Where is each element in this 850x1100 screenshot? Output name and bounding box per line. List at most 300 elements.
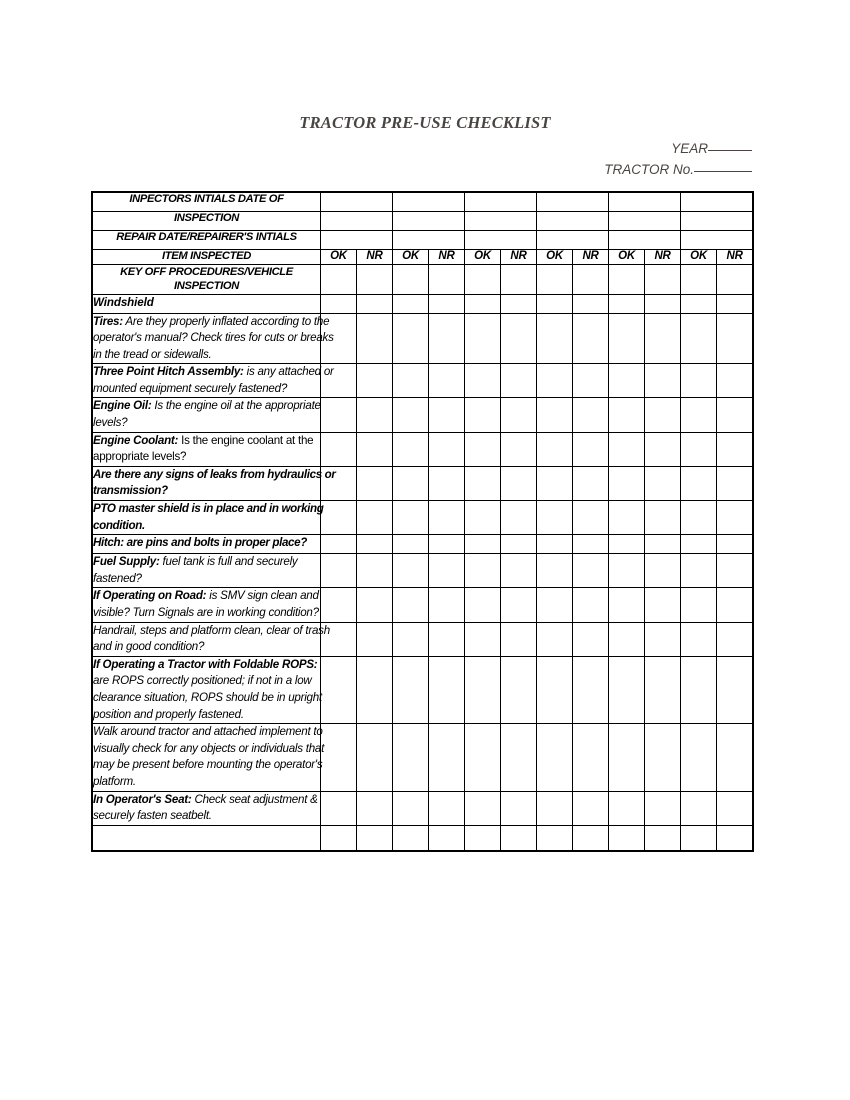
checkbox-cell[interactable] xyxy=(465,432,501,466)
inspection-item-lead: Tires: xyxy=(93,314,123,328)
checkbox-cell[interactable] xyxy=(717,656,753,723)
mark-column-header-ok-7: OK xyxy=(537,250,573,265)
repair-date-entry-cell[interactable] xyxy=(465,231,537,250)
table-row xyxy=(93,622,753,656)
mark-column-header-ok-1: OK xyxy=(321,250,357,265)
inspection-item-cell xyxy=(93,294,321,313)
checkbox-cell[interactable] xyxy=(537,501,573,535)
checkbox-cell[interactable] xyxy=(645,724,681,791)
checkbox-cell[interactable] xyxy=(357,364,393,398)
inspection-item-cell xyxy=(93,501,324,535)
checkbox-cell[interactable] xyxy=(609,554,645,588)
table-row xyxy=(93,432,753,466)
checkbox-cell[interactable] xyxy=(537,398,573,432)
checkbox-cell[interactable] xyxy=(501,364,537,398)
checkbox-cell[interactable] xyxy=(465,791,501,825)
checkbox-cell[interactable] xyxy=(609,535,645,554)
checkbox-cell[interactable] xyxy=(357,622,393,656)
checkbox-cell[interactable] xyxy=(645,264,681,294)
checkbox-cell[interactable] xyxy=(537,554,573,588)
inspector-initials-entry-cell[interactable] xyxy=(609,193,681,212)
header-row-inspectors-line2 xyxy=(93,212,753,231)
repair-date-entry-cell[interactable] xyxy=(537,231,609,250)
checkbox-cell[interactable] xyxy=(645,466,681,500)
checkbox-cell[interactable] xyxy=(609,825,645,850)
checkbox-cell[interactable] xyxy=(321,264,357,294)
inspection-item-body: is any attached or mounted equipment securely fastened? xyxy=(93,365,334,395)
table-row xyxy=(93,554,753,588)
checkbox-cell[interactable] xyxy=(537,724,573,791)
inspection-item-cell xyxy=(93,313,334,364)
checkbox-cell[interactable] xyxy=(393,724,429,791)
checkbox-cell[interactable] xyxy=(321,791,357,825)
inspection-date-entry-cell[interactable] xyxy=(465,212,537,231)
checkbox-cell[interactable] xyxy=(573,294,609,313)
checkbox-cell[interactable] xyxy=(465,313,501,364)
checkbox-cell[interactable] xyxy=(573,432,609,466)
checkbox-cell[interactable] xyxy=(609,588,645,622)
header-row-key-off-procedures xyxy=(93,264,753,294)
inspection-item-cell xyxy=(93,364,334,398)
checkbox-cell[interactable] xyxy=(321,294,357,313)
checkbox-cell[interactable] xyxy=(321,588,357,622)
checkbox-cell[interactable] xyxy=(357,656,393,723)
checkbox-cell[interactable] xyxy=(537,466,573,500)
checkbox-cell[interactable] xyxy=(429,294,465,313)
checkbox-cell[interactable] xyxy=(501,535,537,554)
checkbox-cell[interactable] xyxy=(393,294,429,313)
checkbox-cell[interactable] xyxy=(465,264,501,294)
checkbox-cell[interactable] xyxy=(357,724,393,791)
checkbox-cell[interactable] xyxy=(681,791,717,825)
checkbox-cell[interactable] xyxy=(501,588,537,622)
inspection-date-entry-cell[interactable] xyxy=(681,212,753,231)
table-row xyxy=(93,724,753,791)
table-row-blank xyxy=(93,825,753,850)
checkbox-cell[interactable] xyxy=(393,622,429,656)
checkbox-cell[interactable] xyxy=(717,622,753,656)
checkbox-cell[interactable] xyxy=(681,466,717,500)
checkbox-cell[interactable] xyxy=(501,791,537,825)
inspection-date-entry-cell[interactable] xyxy=(537,212,609,231)
checkbox-cell[interactable] xyxy=(681,622,717,656)
repair-date-entry-cell[interactable] xyxy=(681,231,753,250)
checkbox-cell[interactable] xyxy=(609,264,645,294)
checkbox-cell[interactable] xyxy=(465,466,501,500)
inspection-item-cell xyxy=(93,466,336,500)
inspection-item-body: Handrail, steps and platform clean, clear of trash and in good condition? xyxy=(93,623,330,654)
checkbox-cell[interactable] xyxy=(465,588,501,622)
checkbox-cell[interactable] xyxy=(501,432,537,466)
checkbox-cell[interactable] xyxy=(393,791,429,825)
checkbox-cell[interactable] xyxy=(321,501,357,535)
checkbox-cell[interactable] xyxy=(429,554,465,588)
inspection-date-header: INSPECTION xyxy=(93,212,321,231)
checkbox-cell[interactable] xyxy=(429,825,465,850)
checkbox-cell[interactable] xyxy=(645,501,681,535)
inspection-item-cell xyxy=(93,588,321,622)
checkbox-cell[interactable] xyxy=(429,466,465,500)
repair-date-entry-cell[interactable] xyxy=(393,231,465,250)
inspection-item-text xyxy=(93,467,336,500)
checkbox-cell[interactable] xyxy=(717,588,753,622)
inspection-item-cell xyxy=(93,825,321,850)
checkbox-cell[interactable] xyxy=(573,825,609,850)
checkbox-cell[interactable] xyxy=(429,588,465,622)
inspection-item-text xyxy=(93,433,336,466)
checkbox-cell[interactable] xyxy=(537,588,573,622)
inspection-item-body: Is the engine coolant at the appropriate levels? xyxy=(93,433,314,464)
checkbox-cell[interactable] xyxy=(501,313,537,364)
checkbox-cell[interactable] xyxy=(717,535,753,554)
inspector-initials-entry-cell[interactable] xyxy=(537,193,609,212)
checkbox-cell[interactable] xyxy=(465,724,501,791)
inspection-item-lead: Fuel Supply: xyxy=(93,555,160,569)
inspection-item-body: Is the engine oil at the appropriate levels? xyxy=(93,399,321,430)
inspection-item-lead: Engine Oil: xyxy=(93,399,152,413)
checkbox-cell[interactable] xyxy=(465,501,501,535)
checkbox-cell[interactable] xyxy=(645,622,681,656)
inspector-initials-entry-cell[interactable] xyxy=(681,193,753,212)
checkbox-cell[interactable] xyxy=(537,294,573,313)
checkbox-cell[interactable] xyxy=(681,825,717,850)
checkbox-cell[interactable] xyxy=(321,825,357,850)
checkbox-cell[interactable] xyxy=(537,264,573,294)
checkbox-cell[interactable] xyxy=(573,398,609,432)
inspection-item-body: Check seat adjustment & securely fasten seatbelt. xyxy=(93,792,318,823)
table-row xyxy=(93,535,753,554)
checkbox-cell[interactable] xyxy=(465,364,501,398)
checkbox-cell[interactable] xyxy=(645,588,681,622)
checkbox-cell[interactable] xyxy=(609,466,645,500)
checkbox-cell[interactable] xyxy=(393,313,429,364)
checkbox-cell[interactable] xyxy=(681,313,717,364)
checkbox-cell[interactable] xyxy=(645,364,681,398)
checkbox-cell[interactable] xyxy=(681,724,717,791)
inspection-item-text xyxy=(93,398,336,431)
table-row xyxy=(93,313,753,364)
inspection-item-lead: Engine Coolant: xyxy=(93,433,179,447)
checkbox-cell[interactable] xyxy=(645,398,681,432)
checkbox-cell[interactable] xyxy=(681,554,717,588)
table-row xyxy=(93,791,753,825)
checkbox-cell[interactable] xyxy=(537,313,573,364)
checkbox-cell[interactable] xyxy=(393,466,429,500)
checkbox-cell[interactable] xyxy=(321,535,357,554)
inspector-initials-entry-cell[interactable] xyxy=(393,193,465,212)
inspection-item-lead: If Operating on Road: xyxy=(93,589,207,603)
checkbox-cell[interactable] xyxy=(501,398,537,432)
checkbox-cell[interactable] xyxy=(429,264,465,294)
inspection-item-cell xyxy=(93,791,321,825)
checkbox-cell[interactable] xyxy=(429,622,465,656)
inspection-item-lead: If Operating a Tractor with Foldable ROPS: xyxy=(93,657,318,671)
checkbox-cell[interactable] xyxy=(609,791,645,825)
checkbox-cell[interactable] xyxy=(609,364,645,398)
checkbox-cell[interactable] xyxy=(609,622,645,656)
inspection-item-body: is SMV sign clean and visible? Turn Signals are in working condition? xyxy=(93,589,319,619)
inspection-item-text xyxy=(93,554,336,587)
checkbox-cell[interactable] xyxy=(321,724,357,791)
inspection-item-text xyxy=(93,295,336,312)
table-row xyxy=(93,501,753,535)
inspection-item-lead: In Operator's Seat: xyxy=(93,792,192,806)
checkbox-cell[interactable] xyxy=(573,791,609,825)
checkbox-cell[interactable] xyxy=(573,535,609,554)
page-title: TRACTOR PRE-USE CHECKLIST xyxy=(299,113,551,132)
checkbox-cell[interactable] xyxy=(357,294,393,313)
checkbox-cell[interactable] xyxy=(645,294,681,313)
checkbox-cell[interactable] xyxy=(717,398,753,432)
checkbox-cell[interactable] xyxy=(609,724,645,791)
checkbox-cell[interactable] xyxy=(501,466,537,500)
checkbox-cell[interactable] xyxy=(393,588,429,622)
checkbox-cell[interactable] xyxy=(465,656,501,723)
checkbox-cell[interactable] xyxy=(465,622,501,656)
inspection-item-text xyxy=(93,792,336,825)
checklist-table xyxy=(92,192,753,851)
checkbox-cell[interactable] xyxy=(681,656,717,723)
checkbox-cell[interactable] xyxy=(609,656,645,723)
tractor-number-label: TRACTOR No. xyxy=(604,162,694,177)
checkbox-cell[interactable] xyxy=(717,264,753,294)
checkbox-cell[interactable] xyxy=(357,825,393,850)
checkbox-cell[interactable] xyxy=(573,264,609,294)
checkbox-cell[interactable] xyxy=(717,313,753,364)
inspection-item-text xyxy=(93,535,336,552)
year-field[interactable] xyxy=(500,138,752,159)
checkbox-cell[interactable] xyxy=(429,364,465,398)
checkbox-cell[interactable] xyxy=(573,501,609,535)
checkbox-cell[interactable] xyxy=(645,432,681,466)
repair-date-header: REPAIR DATE/REPAIRER'S INTIALS xyxy=(93,231,321,250)
checkbox-cell[interactable] xyxy=(681,364,717,398)
inspector-initials-entry-cell[interactable] xyxy=(321,193,393,212)
inspector-initials-entry-cell[interactable] xyxy=(465,193,537,212)
checkbox-cell[interactable] xyxy=(573,622,609,656)
checkbox-cell[interactable] xyxy=(681,398,717,432)
checkbox-cell[interactable] xyxy=(501,264,537,294)
checkbox-cell[interactable] xyxy=(537,432,573,466)
checkbox-cell[interactable] xyxy=(393,501,429,535)
inspection-item-cell xyxy=(93,554,321,588)
year-label: YEAR xyxy=(671,141,708,156)
checkbox-cell[interactable] xyxy=(393,656,429,723)
checkbox-cell[interactable] xyxy=(609,294,645,313)
checkbox-cell[interactable] xyxy=(717,554,753,588)
form-meta-fields xyxy=(500,138,752,180)
checkbox-cell[interactable] xyxy=(645,535,681,554)
inspection-item-text xyxy=(93,364,336,397)
table-row xyxy=(93,398,753,432)
checkbox-cell[interactable] xyxy=(501,554,537,588)
table-row xyxy=(93,588,753,622)
key-off-procedures-header xyxy=(93,264,321,294)
checkbox-cell[interactable] xyxy=(465,554,501,588)
mark-column-header-ok-11: OK xyxy=(681,250,717,265)
tractor-number-blank-rule[interactable] xyxy=(694,171,752,172)
checkbox-cell[interactable] xyxy=(465,294,501,313)
checkbox-cell[interactable] xyxy=(501,724,537,791)
checkbox-cell[interactable] xyxy=(357,264,393,294)
inspection-item-text xyxy=(93,501,336,534)
checkbox-cell[interactable] xyxy=(645,791,681,825)
table-row xyxy=(93,364,753,398)
checkbox-cell[interactable] xyxy=(573,554,609,588)
checkbox-cell[interactable] xyxy=(609,432,645,466)
inspection-item-cell xyxy=(93,398,321,432)
checkbox-cell[interactable] xyxy=(321,554,357,588)
checkbox-cell[interactable] xyxy=(393,264,429,294)
mark-column-header-nr-10: NR xyxy=(645,250,681,265)
checkbox-cell[interactable] xyxy=(717,294,753,313)
checkbox-cell[interactable] xyxy=(465,825,501,850)
checkbox-cell[interactable] xyxy=(681,588,717,622)
checkbox-cell[interactable] xyxy=(645,656,681,723)
checkbox-cell[interactable] xyxy=(681,535,717,554)
checkbox-cell[interactable] xyxy=(609,398,645,432)
checkbox-cell[interactable] xyxy=(429,313,465,364)
inspection-date-entry-cell[interactable] xyxy=(609,212,681,231)
checkbox-cell[interactable] xyxy=(537,364,573,398)
checkbox-cell[interactable] xyxy=(357,588,393,622)
inspection-item-text xyxy=(93,314,336,364)
checkbox-cell[interactable] xyxy=(357,466,393,500)
checkbox-cell[interactable] xyxy=(573,466,609,500)
inspection-item-body: Are they properly inflated according to the operator's manual? Check tires for cuts or breaks in the tread or sidewalls. xyxy=(93,314,334,361)
checkbox-cell[interactable] xyxy=(717,432,753,466)
checkbox-cell[interactable] xyxy=(717,724,753,791)
inspection-item-body: PTO master shield is in place and in working condition. xyxy=(93,502,324,532)
inspection-date-entry-cell[interactable] xyxy=(393,212,465,231)
checkbox-cell[interactable] xyxy=(573,724,609,791)
mark-column-header-ok-9: OK xyxy=(609,250,645,265)
checkbox-cell[interactable] xyxy=(537,535,573,554)
checkbox-cell[interactable] xyxy=(429,501,465,535)
checkbox-cell[interactable] xyxy=(393,432,429,466)
checkbox-cell[interactable] xyxy=(645,825,681,850)
checkbox-cell[interactable] xyxy=(465,398,501,432)
checkbox-cell[interactable] xyxy=(357,501,393,535)
checkbox-cell[interactable] xyxy=(717,466,753,500)
mark-column-header-ok-5: OK xyxy=(465,250,501,265)
checkbox-cell[interactable] xyxy=(609,501,645,535)
checkbox-cell[interactable] xyxy=(573,364,609,398)
checkbox-cell[interactable] xyxy=(537,791,573,825)
header-row-item-inspected xyxy=(93,250,753,265)
checkbox-cell[interactable] xyxy=(321,432,357,466)
inspection-item-cell xyxy=(93,432,321,466)
checkbox-cell[interactable] xyxy=(537,622,573,656)
checkbox-cell[interactable] xyxy=(573,656,609,723)
inspection-item-cell xyxy=(93,656,321,723)
checkbox-cell[interactable] xyxy=(393,554,429,588)
checkbox-cell[interactable] xyxy=(393,535,429,554)
checkbox-cell[interactable] xyxy=(717,791,753,825)
inspection-item-lead: Three Point Hitch Assembly: xyxy=(93,365,244,379)
checkbox-cell[interactable] xyxy=(357,554,393,588)
checkbox-cell[interactable] xyxy=(717,825,753,850)
checkbox-cell[interactable] xyxy=(501,825,537,850)
checkbox-cell[interactable] xyxy=(573,588,609,622)
checkbox-cell[interactable] xyxy=(501,501,537,535)
checkbox-cell[interactable] xyxy=(501,656,537,723)
checkbox-cell[interactable] xyxy=(357,398,393,432)
inspection-item-cell xyxy=(93,724,325,791)
mark-column-header-ok-3: OK xyxy=(393,250,429,265)
checkbox-cell[interactable] xyxy=(537,825,573,850)
header-row-inspectors-line1 xyxy=(93,193,753,212)
checkbox-cell[interactable] xyxy=(645,313,681,364)
table-row xyxy=(93,294,753,313)
checkbox-cell[interactable] xyxy=(321,398,357,432)
inspection-item-lead: Windshield xyxy=(93,295,154,309)
inspection-item-text xyxy=(93,657,336,723)
inspection-item-body: Hitch: are pins and bolts in proper place? xyxy=(93,536,307,550)
inspection-item-body: Are there any signs of leaks from hydraulics or transmission? xyxy=(93,467,336,498)
repair-date-entry-cell[interactable] xyxy=(609,231,681,250)
inspection-item-body: Walk around tractor and attached implement to visually check for any objects or individuals that may be present before mounting the operator's platform. xyxy=(93,725,325,788)
checkbox-cell[interactable] xyxy=(429,535,465,554)
inspection-date-entry-cell[interactable] xyxy=(321,212,393,231)
inspection-item-cell xyxy=(93,535,321,554)
repair-date-entry-cell[interactable] xyxy=(321,231,393,250)
checkbox-cell[interactable] xyxy=(357,313,393,364)
inspection-item-text xyxy=(93,588,336,621)
checkbox-cell[interactable] xyxy=(645,554,681,588)
checkbox-cell[interactable] xyxy=(429,398,465,432)
inspection-item-body: fuel tank is full and securely fastened? xyxy=(93,555,298,585)
checkbox-cell[interactable] xyxy=(357,432,393,466)
inspection-item-text xyxy=(93,623,336,656)
checkbox-cell[interactable] xyxy=(681,432,717,466)
checkbox-cell[interactable] xyxy=(429,656,465,723)
checkbox-cell[interactable] xyxy=(465,535,501,554)
key-off-line-2: INSPECTION xyxy=(174,280,239,292)
checkbox-cell[interactable] xyxy=(681,264,717,294)
checkbox-cell[interactable] xyxy=(501,622,537,656)
inspection-item-text xyxy=(93,724,336,790)
year-blank-rule[interactable] xyxy=(708,150,752,151)
mark-column-header-nr-4: NR xyxy=(429,250,465,265)
checkbox-cell[interactable] xyxy=(717,501,753,535)
key-off-line-1: KEY OFF PROCEDURES/VEHICLE xyxy=(120,265,293,278)
item-inspected-header: ITEM INSPECTED xyxy=(93,250,321,265)
checkbox-cell[interactable] xyxy=(717,364,753,398)
inspectors-initials-header: INPECTORS INTIALS DATE OF xyxy=(93,193,321,212)
checkbox-cell[interactable] xyxy=(321,656,357,723)
checkbox-cell[interactable] xyxy=(609,313,645,364)
checkbox-cell[interactable] xyxy=(681,501,717,535)
checkbox-cell[interactable] xyxy=(429,432,465,466)
checkbox-cell[interactable] xyxy=(393,825,429,850)
checkbox-cell[interactable] xyxy=(357,791,393,825)
checkbox-cell[interactable] xyxy=(681,294,717,313)
checkbox-cell[interactable] xyxy=(429,724,465,791)
checkbox-cell[interactable] xyxy=(429,791,465,825)
tractor-number-field[interactable] xyxy=(500,159,752,180)
checkbox-cell[interactable] xyxy=(501,294,537,313)
checkbox-cell[interactable] xyxy=(357,535,393,554)
checkbox-cell[interactable] xyxy=(393,398,429,432)
table-row xyxy=(93,656,753,723)
checkbox-cell[interactable] xyxy=(393,364,429,398)
checkbox-cell[interactable] xyxy=(573,313,609,364)
inspection-item-cell xyxy=(93,622,330,656)
table-row xyxy=(93,466,753,500)
checkbox-cell[interactable] xyxy=(537,656,573,723)
mark-column-header-nr-2: NR xyxy=(357,250,393,265)
